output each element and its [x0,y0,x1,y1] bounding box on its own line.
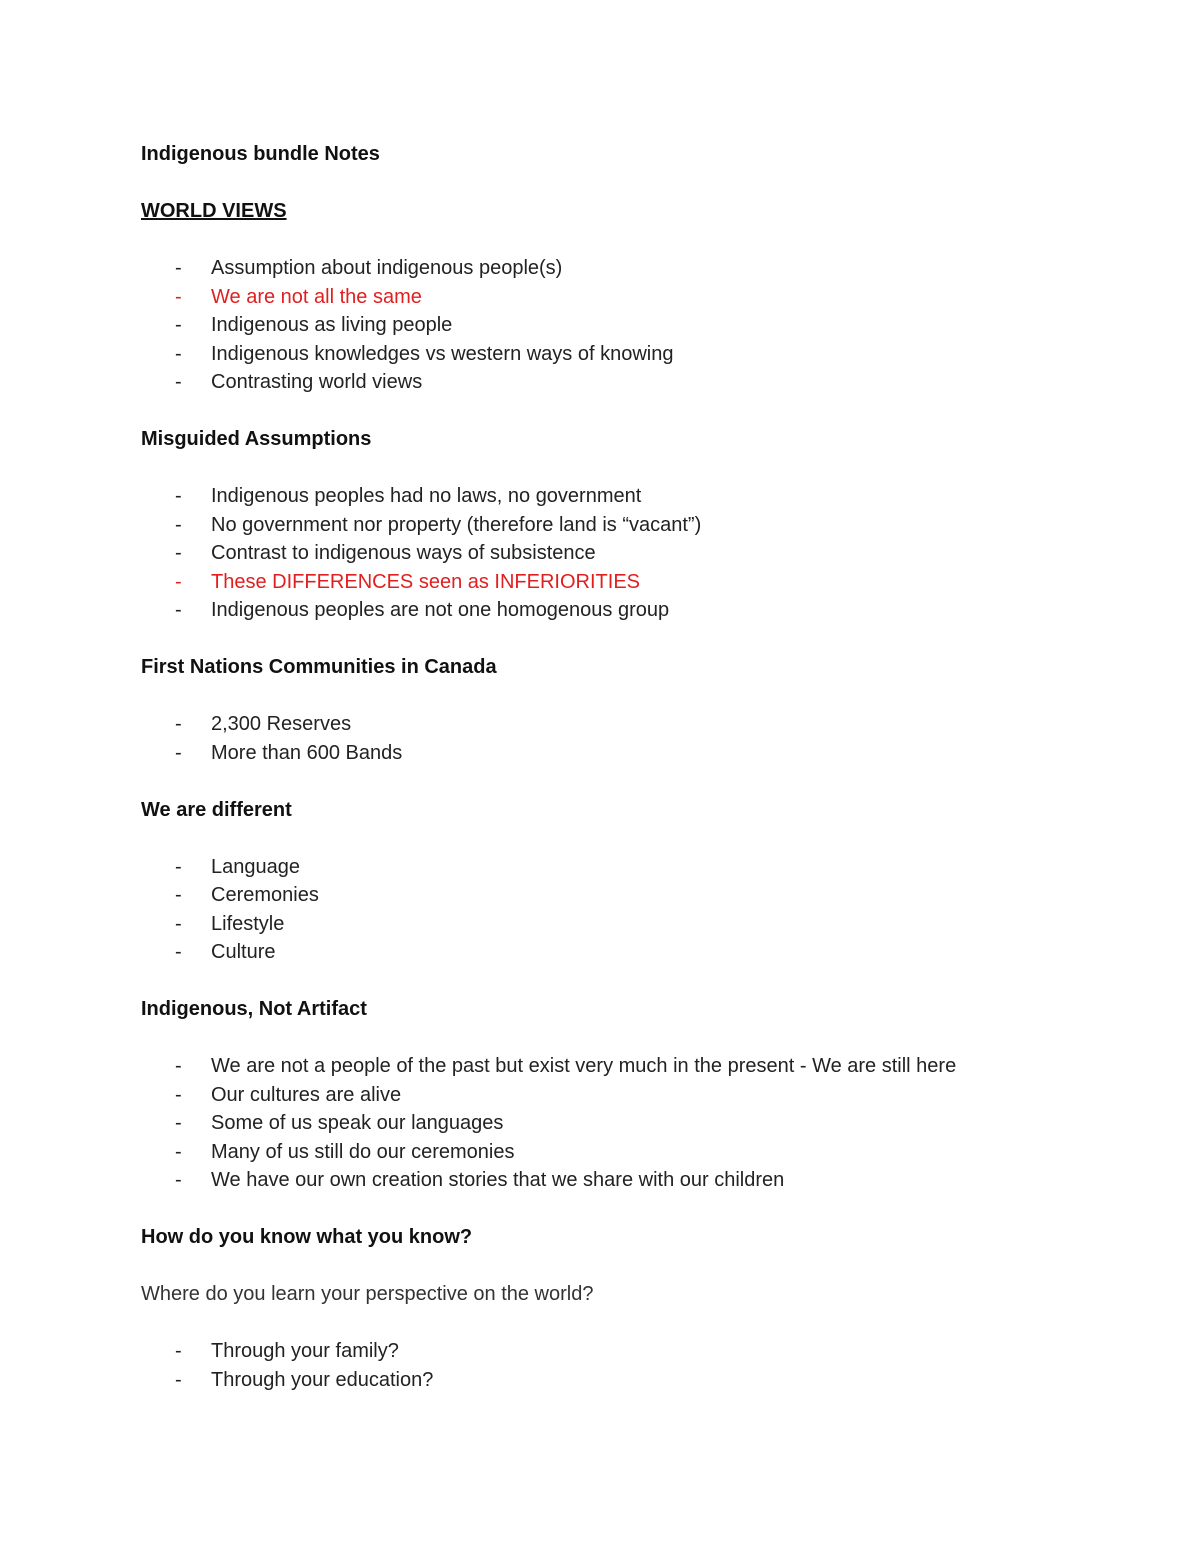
section-heading-misguided-assumptions: Misguided Assumptions [141,428,372,450]
list-item: - Through your family? [175,1340,399,1362]
list-item: - Indigenous as living people [175,314,453,336]
list-item: - Indigenous peoples are not one homogenous group [175,599,670,621]
document-page [141,140,1101,1394]
list-item: - Contrasting world views [175,371,423,393]
list-item: - Culture [175,941,276,963]
list-item: - Indigenous knowledges vs western ways of knowing [175,342,674,365]
list-item: - Our cultures are alive [175,1083,402,1106]
section-heading-not-artifact: Indigenous, Not Artifact [141,998,367,1020]
list-item: - Some of us speak our languages [175,1112,504,1134]
list-item: - We are not a people of the past but exist very much in the present - We are still here [175,1055,957,1077]
list-item: - Language [175,855,300,878]
list-item: - Ceremonies [175,884,319,906]
section-heading-world-views: WORLD VIEWS [141,200,287,222]
section-paragraph: Where do you learn your perspective on the world? [141,1283,594,1305]
document-title: Indigenous bundle Notes [141,143,380,165]
list-item: - Through your education? [175,1368,434,1391]
list-item: - We have our own creation stories that we share with our children [175,1169,785,1191]
list-item: - Indigenous peoples had no laws, no government [175,485,642,507]
list-item: - Lifestyle [175,912,285,935]
list-item: - Assumption about indigenous people(s) [175,257,563,279]
list-item: - Many of us still do our ceremonies [175,1140,515,1163]
section-heading-how-do-you-know: How do you know what you know? [141,1226,473,1248]
list-item: - 2,300 Reserves [175,713,352,735]
section-heading-we-are-different: We are different [141,798,292,821]
list-item: - More than 600 Bands [175,741,403,764]
list-item-highlighted: - These DIFFERENCES seen as INFERIORITIES [175,570,640,593]
list-item-highlighted: - We are not all the same [175,285,422,308]
list-item: - Contrast to indigenous ways of subsistence [175,542,596,564]
section-heading-first-nations: First Nations Communities in Canada [141,656,497,678]
list-item: - No government nor property (therefore land is “vacant”) [175,513,702,536]
